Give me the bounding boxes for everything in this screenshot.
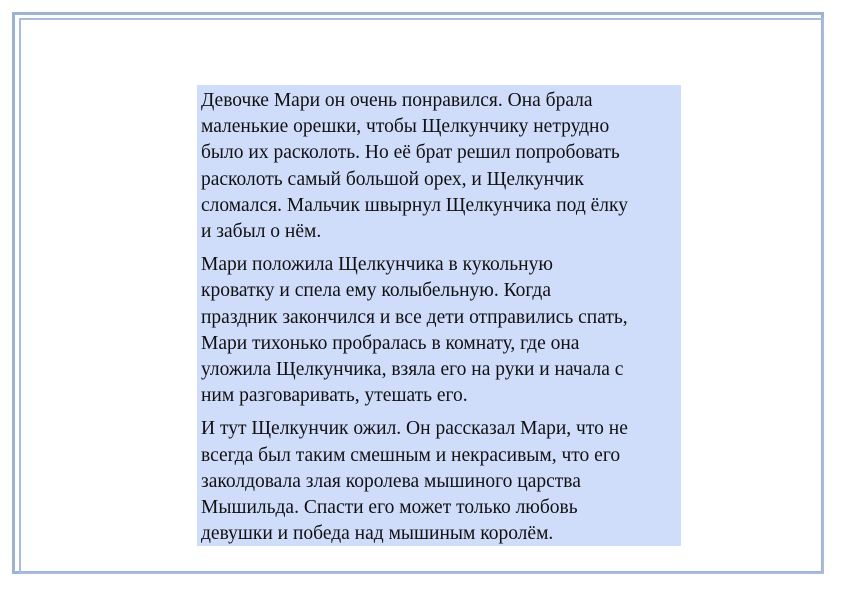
text-line: Мари положила Щелкунчика в кукольную: [201, 254, 553, 276]
text-line: и забыл о нём.: [201, 221, 322, 243]
text-line: уложила Щелкунчика, взяла его на руки и начала с: [201, 359, 624, 381]
paragraph-2: [201, 252, 681, 409]
story-text-box: [197, 85, 681, 546]
text-line: заколдовала злая королева мышиного царства: [201, 470, 581, 492]
text-line: девушки и победа над мышиным королём.: [201, 523, 554, 545]
text-line: кроватку и спела ему колыбельную. Когда: [201, 280, 552, 302]
text-line: И тут Щелкунчик ожил. Он рассказал Мари, что не: [201, 418, 628, 440]
text-line: всегда был таким смешным и некрасивым, что его: [201, 444, 621, 466]
text-line: праздник закончился и все дети отправились спать,: [201, 306, 628, 328]
text-line: Мари тихонько пробралась в комнату, где она: [201, 332, 580, 354]
text-line: было их расколоть. Но её брат решил попробовать: [201, 142, 620, 164]
text-line: ним разговаривать, утешать его.: [201, 385, 468, 407]
text-line: сломался. Мальчик швырнул Щелкунчика под ёлку: [201, 194, 628, 216]
text-line: Мышильда. Спасти его может только любовь: [201, 497, 578, 519]
text-line: Девочке Мари он очень понравился. Она брала: [201, 90, 593, 111]
text-line: расколоть самый большой орех, и Щелкунчик: [201, 168, 584, 190]
text-line: маленькие орешки, чтобы Щелкунчику нетрудно: [201, 116, 610, 138]
paragraph-1: [201, 88, 681, 245]
paragraph-3: [201, 416, 681, 547]
